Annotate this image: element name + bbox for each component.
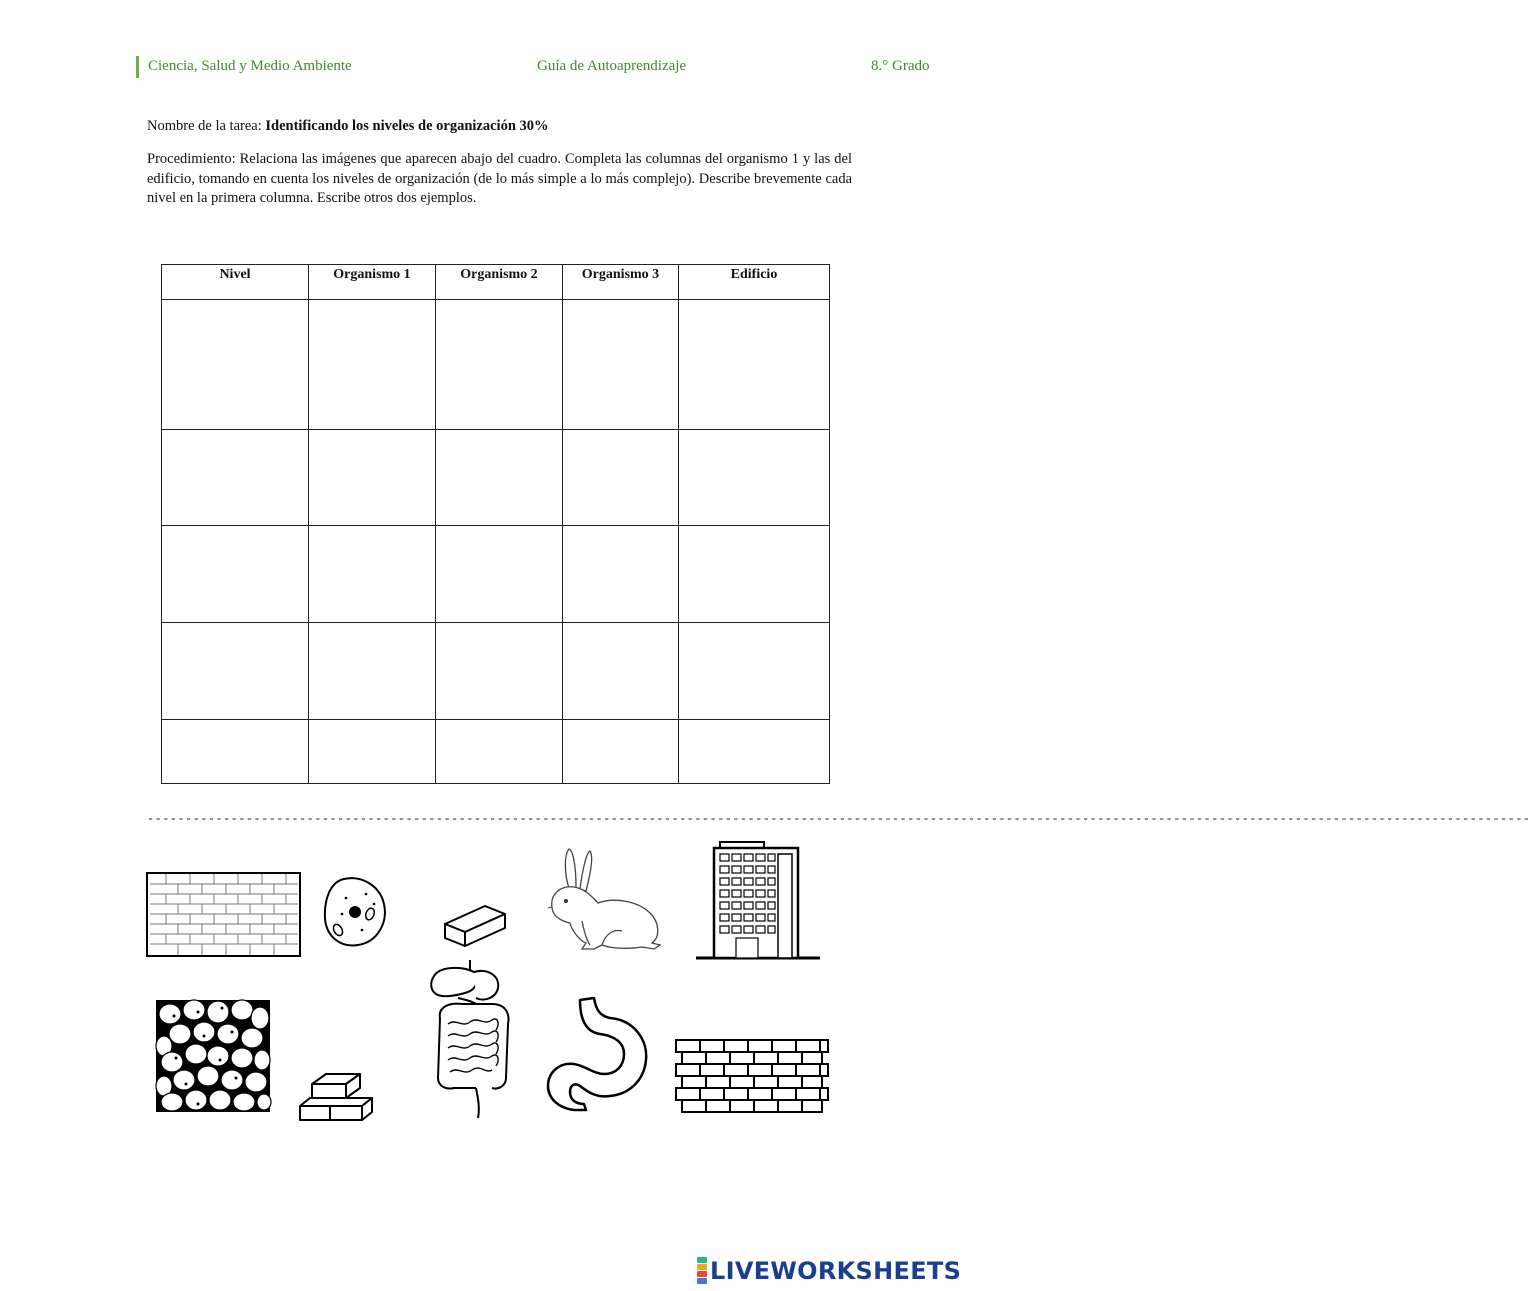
table-cell[interactable] <box>436 430 563 526</box>
table-row <box>162 623 830 720</box>
brick-wall-framed-icon[interactable] <box>146 872 302 958</box>
table-cell[interactable] <box>162 300 309 430</box>
logo-block <box>697 1264 707 1270</box>
logo-text: LIVEWORKSHEETS <box>710 1257 962 1285</box>
logo-mark-icon <box>697 1257 707 1285</box>
single-brick-icon[interactable] <box>443 902 507 946</box>
col-header-organismo-1: Organismo 1 <box>309 265 436 300</box>
task-label: Nombre de la tarea: <box>147 118 266 134</box>
cut-line: -------------------------------------------------------------------------------------------------------------------------------------------------------------------------------------- <box>147 812 1530 826</box>
table-row <box>162 720 830 784</box>
table-cell[interactable] <box>679 526 830 623</box>
table-row <box>162 526 830 623</box>
table-cell[interactable] <box>679 720 830 784</box>
table-cell[interactable] <box>563 526 679 623</box>
table-header-row <box>162 265 830 300</box>
table-cell[interactable] <box>436 300 563 430</box>
table-cell[interactable] <box>309 720 436 784</box>
digestive-system-icon[interactable] <box>422 958 526 1120</box>
col-header-edificio: Edificio <box>679 265 830 300</box>
page-header <box>136 56 947 78</box>
col-header-nivel: Nivel <box>162 265 309 300</box>
table-cell[interactable] <box>162 623 309 720</box>
table-cell[interactable] <box>309 300 436 430</box>
logo-block <box>697 1278 707 1284</box>
table-cell[interactable] <box>679 623 830 720</box>
table-row <box>162 430 830 526</box>
table-cell[interactable] <box>309 430 436 526</box>
table-cell[interactable] <box>563 623 679 720</box>
header-grade: 8.° Grado <box>871 58 930 74</box>
levels-table <box>161 264 830 784</box>
table-cell[interactable] <box>162 430 309 526</box>
table-cell[interactable] <box>162 526 309 623</box>
logo-block <box>697 1257 707 1263</box>
table-row <box>162 300 830 430</box>
header-guide: Guía de Autoaprendizaje <box>537 58 687 74</box>
task-name <box>147 118 549 135</box>
liveworksheets-logo[interactable] <box>697 1256 961 1286</box>
table-cell[interactable] <box>563 300 679 430</box>
table-cell[interactable] <box>563 430 679 526</box>
brick-wall-icon[interactable] <box>674 1038 830 1116</box>
table-cell[interactable] <box>679 300 830 430</box>
rabbit-icon[interactable] <box>542 845 670 955</box>
table-cell[interactable] <box>309 526 436 623</box>
table-cell[interactable] <box>162 720 309 784</box>
task-title: Identificando los niveles de organización 30% <box>265 118 549 134</box>
stomach-icon[interactable] <box>544 996 652 1110</box>
header-subject: Ciencia, Salud y Medio Ambiente <box>148 58 352 74</box>
procedure-text: Procedimiento: Relaciona las imágenes que aparecen abajo del cuadro. Completa las columnas del organismo 1 y las del edificio, tomando en cuenta los niveles de organización (de lo más simple a lo más complejo). Describe brevemente cada nivel en la primera columna. Escribe otros dos ejemplos. <box>147 151 852 206</box>
col-header-organismo-3: Organismo 3 <box>563 265 679 300</box>
building-icon[interactable] <box>696 840 822 960</box>
animal-cell-icon[interactable] <box>322 876 388 948</box>
table-cell[interactable] <box>436 720 563 784</box>
logo-block <box>697 1271 707 1277</box>
table-cell[interactable] <box>679 430 830 526</box>
table-cell[interactable] <box>436 623 563 720</box>
table-cell[interactable] <box>309 623 436 720</box>
table-cell[interactable] <box>436 526 563 623</box>
table-cell[interactable] <box>563 720 679 784</box>
col-header-organismo-2: Organismo 2 <box>436 265 563 300</box>
tissue-cells-icon[interactable] <box>152 996 274 1116</box>
stacked-bricks-icon[interactable] <box>298 1072 376 1122</box>
